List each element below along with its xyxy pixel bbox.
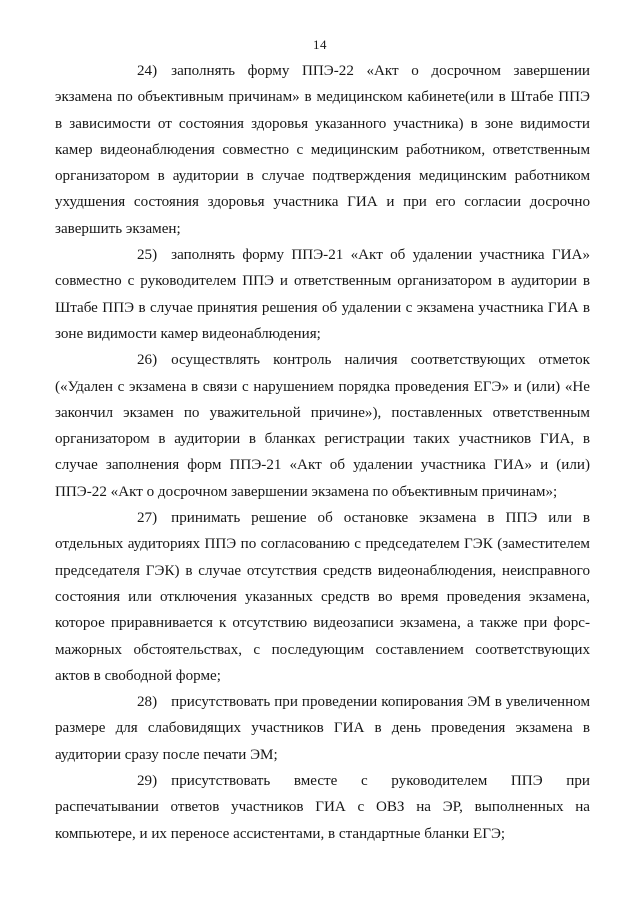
item-text: присутствовать при проведении копирования ЭМ в увеличенном размере для слабовидящих участников ГИА в день проведения экзамена в аудитории сразу после печати ЭМ; xyxy=(55,694,590,763)
list-item xyxy=(55,505,590,689)
list-item xyxy=(55,242,590,347)
item-number: 27) xyxy=(137,510,158,527)
item-text: присутствовать вместе с руководителем ППЭ при распечатывании ответов участников ГИА с ОВЗ на ЭР, выполненных на компьютере, и их переносе ассистентами, в стандартные бланки ЕГЭ; xyxy=(55,773,590,842)
item-text: принимать решение об остановке экзамена в ППЭ или в отдельных аудиториях ППЭ по согласованию с председателем ГЭК (заместителем председателя ГЭК) в случае отсутствия средств видеонаблюдения, неисправного состояния или отключения указанных средств во время проведения экзамена, которое приравнивается к отсутствию видеозаписи экзамена, а также при форс-мажорных обстоятельствах, с последующим составлением соответствующих актов в свободной форме; xyxy=(55,510,590,684)
item-number: 25) xyxy=(137,247,158,264)
item-number: 29) xyxy=(137,773,158,790)
item-number: 26) xyxy=(137,352,158,369)
item-number: 24) xyxy=(137,63,158,79)
item-text: заполнять форму ППЭ-22 «Акт о досрочном завершении экзамена по объективным причинам» в медицинском кабинете(или в Штабе ППЭ в зависимости от состояния здоровья указанного участника) в зоне видимости камер видеонаблюдения совместно с медицинским работником, ответственным организатором в аудитории в случае подтверждения медицинским работником ухудшения состояния здоровья участника ГИА и при его согласии досрочно завершить экзамен; xyxy=(55,63,590,237)
item-text: заполнять форму ППЭ-21 «Акт об удалении участника ГИА» совместно с руководителем ППЭ и ответственным организатором в аудитории в Штабе ППЭ в случае принятия решения об удалении с экзамена участника ГИА в зоне видимости камер видеонаблюдения; xyxy=(55,247,590,342)
item-text: осуществлять контроль наличия соответствующих отметок («Удален с экзамена в связи с нарушением порядка проведения ЕГЭ» и (или) «Не закончил экзамен по уважительной причине»), поставленных ответственным организатором в аудитории в бланках регистрации таких участников ГИА, в случае заполнения форм ППЭ-21 «Акт об удалении участника ГИА» и (или) ППЭ-22 «Акт о досрочном завершении экзамена по объективным причинам»; xyxy=(55,352,590,500)
item-number: 28) xyxy=(137,694,158,711)
list-item xyxy=(55,768,590,847)
page-number: 14 xyxy=(313,37,327,52)
list-item xyxy=(55,58,590,242)
list-item xyxy=(55,347,590,505)
document-body xyxy=(55,58,590,847)
list-item xyxy=(55,689,590,768)
